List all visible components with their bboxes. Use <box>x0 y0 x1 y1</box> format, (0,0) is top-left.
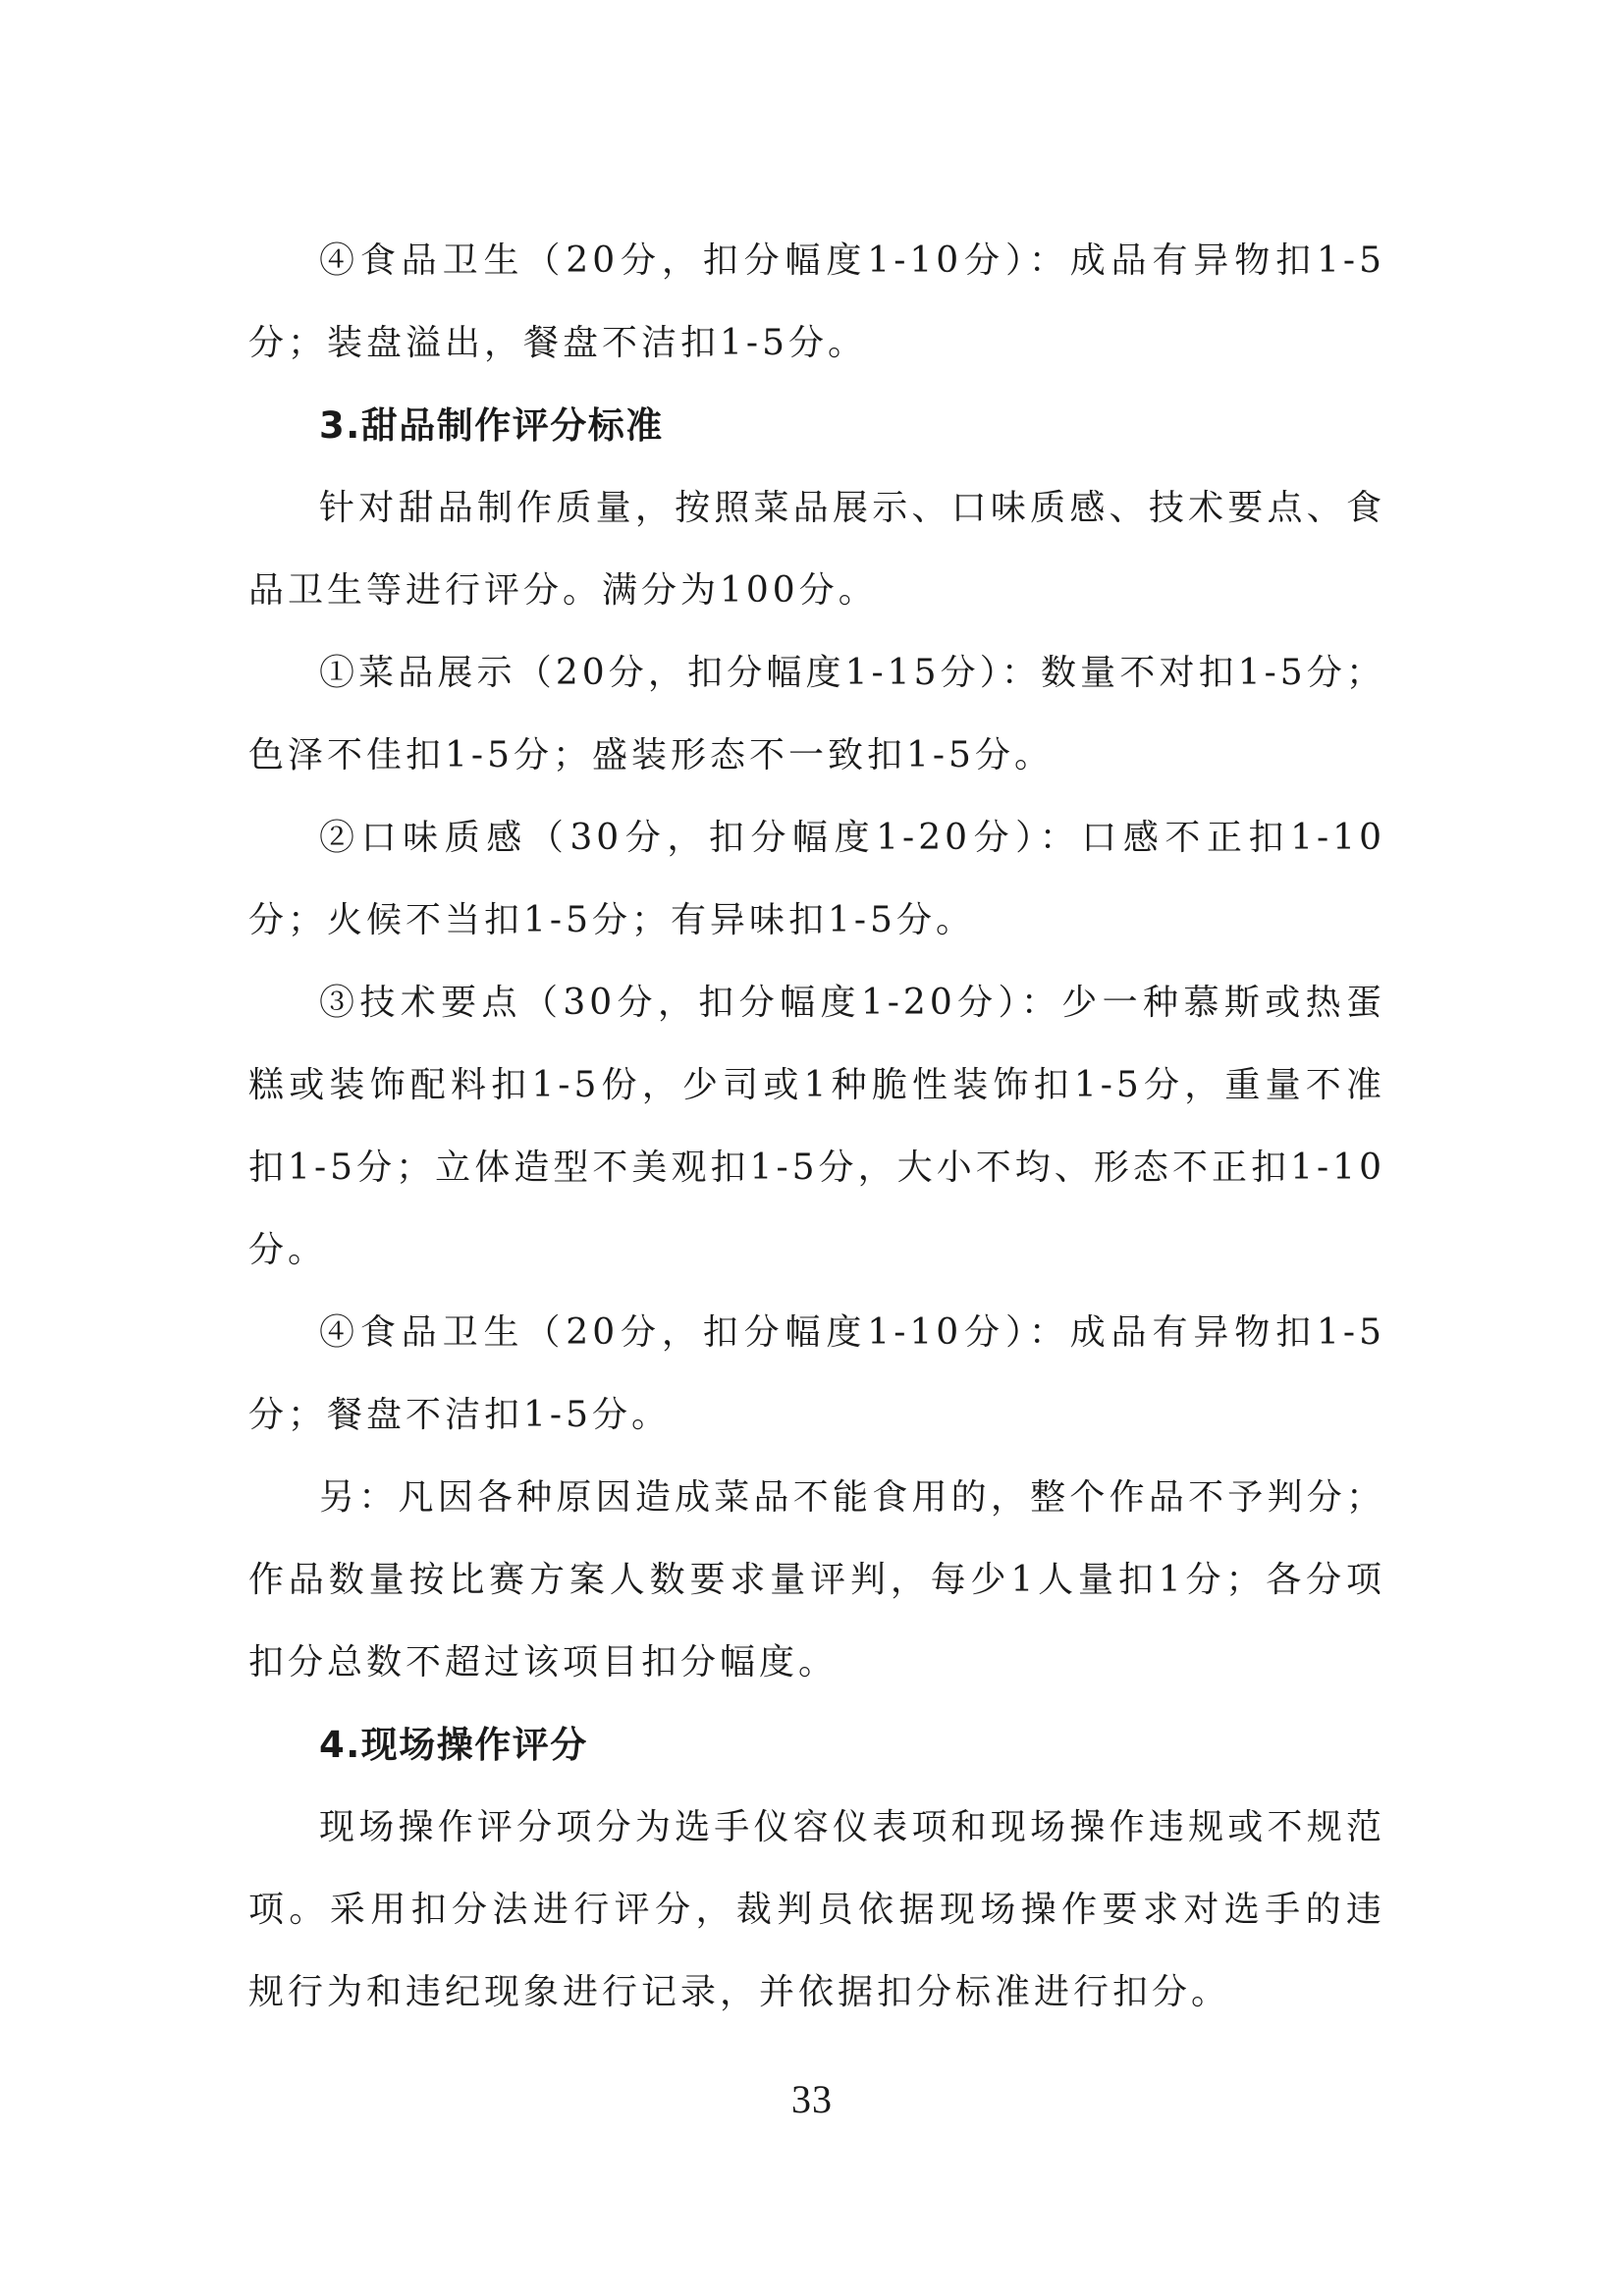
section-heading-onsite-operation: 4.现场操作评分 <box>319 1724 588 1766</box>
paragraph-dessert-intro: 针对甜品制作质量，按照菜品展示、口味质感、技术要点、食品卫生等进行评分。满分为100分。 <box>248 488 1385 611</box>
paragraph-food-hygiene-previous: ④食品卫生（20分，扣分幅度1-10分）：成品有异物扣1-5分；装盘溢出，餐盘不洁扣1-5分。 <box>248 240 1385 363</box>
section-heading-dessert-scoring: 3.甜品制作评分标准 <box>319 404 664 447</box>
page-number: 33 <box>791 2077 833 2121</box>
paragraph-food-hygiene: ④食品卫生（20分，扣分幅度1-10分）：成品有异物扣1-5分；餐盘不洁扣1-5分。 <box>248 1312 1385 1435</box>
page-content <box>248 220 1385 2034</box>
paragraph-technical-points: ③技术要点（30分，扣分幅度1-20分）：少一种慕斯或热蛋糕或装饰配料扣1-5份，少司或1种脆性装饰扣1-5分，重量不准扣1-5分；立体造型不美观扣1-5分，大小不均、形态不正扣1-10分。 <box>248 983 1385 1270</box>
paragraph-dish-display: ①菜品展示（20分，扣分幅度1-15分）：数量不对扣1-5分；色泽不佳扣1-5分；盛装形态不一致扣1-5分。 <box>248 653 1385 775</box>
paragraph-additional-note: 另：凡因各种原因造成菜品不能食用的，整个作品不予判分；作品数量按比赛方案人数要求量评判，每少1人量扣1分；各分项扣分总数不超过该项目扣分幅度。 <box>248 1477 1385 1682</box>
paragraph-onsite-operation: 现场操作评分项分为选手仪容仪表项和现场操作违规或不规范项。采用扣分法进行评分，裁判员依据现场操作要求对选手的违规行为和违纪现象进行记录，并依据扣分标准进行扣分。 <box>248 1807 1385 2012</box>
paragraph-taste-texture: ②口味质感（30分，扣分幅度1-20分）：口感不正扣1-10分；火候不当扣1-5分；有异味扣1-5分。 <box>248 818 1385 940</box>
